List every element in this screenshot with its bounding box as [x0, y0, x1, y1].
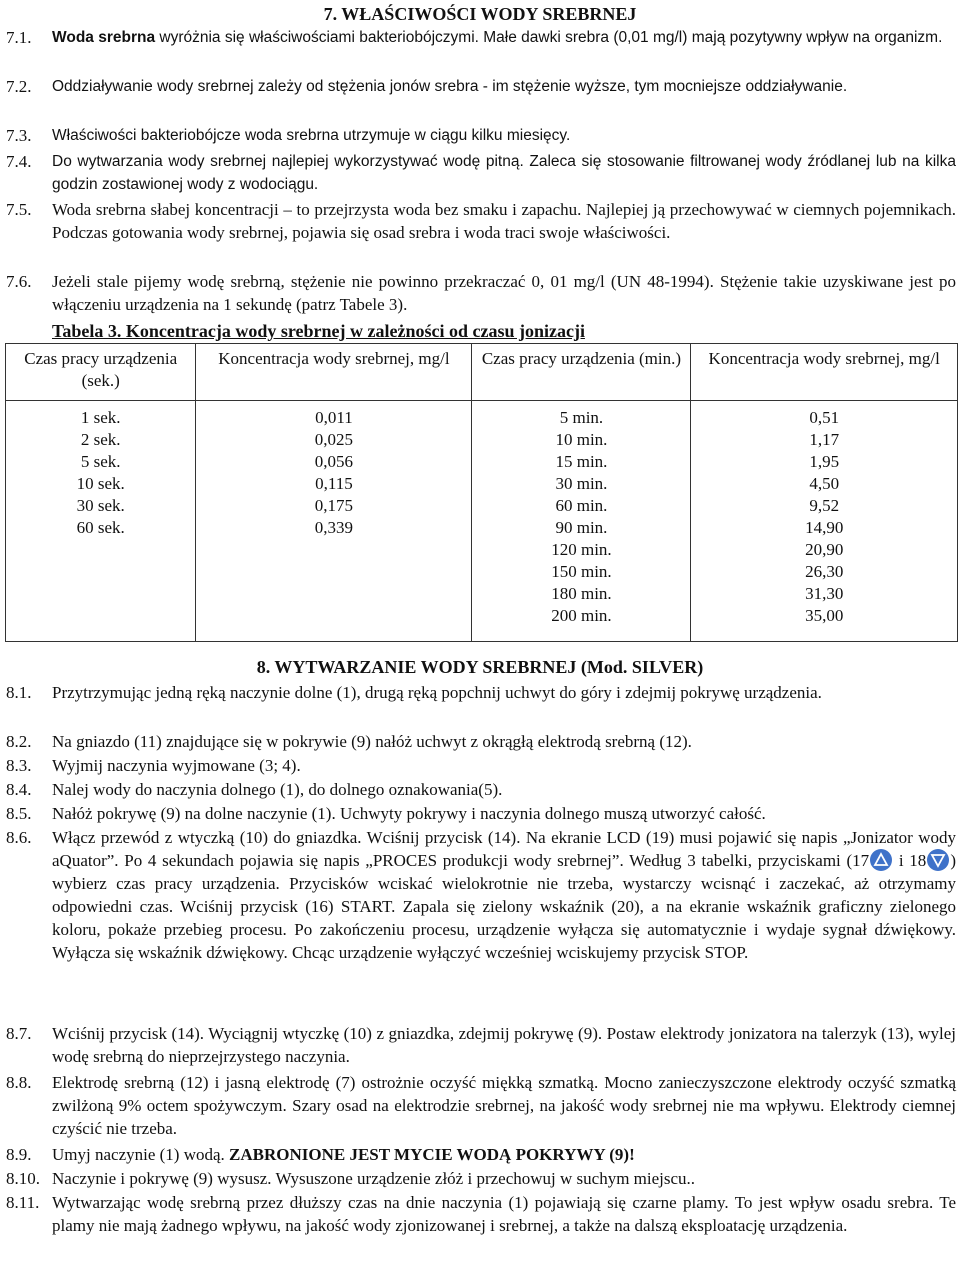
table-cell: 0,175 [314, 496, 354, 515]
table-cell: 60 min. [555, 496, 608, 515]
item-number: 7.2. [6, 77, 32, 96]
table-cell: 9,52 [809, 496, 840, 515]
table-cell: 0,51 [809, 408, 840, 427]
section-7-title: 7. WŁAŚCIWOŚCI WODY SREBRNEJ [323, 4, 637, 24]
table-cell: 1 sek. [80, 408, 121, 427]
item-body: i 18 [893, 851, 927, 870]
triangle-up-icon [870, 849, 892, 871]
item-body: Włącz przewód z wtyczką (10) do gniazdka. Wciśnij przycisk (14). Na ekranie LCD (19) musi pojawić się napis „Jonizator wody aQuator”. Po 4 sekundach pojawia się napis „PROCES produkcji wody srebrnej”. [52, 828, 956, 870]
item-text: Nałóż pokrywę (9) na dolne naczynie (1). Uchwyty pokrywy i naczynia dolnego muszą utworzyć całość. [52, 804, 766, 823]
item-text: Naczynie i pokrywę (9) wysusz. Wysuszone urządzenie złóż i przechowuj w suchym miejscu.. [52, 1169, 696, 1188]
table-header: Czas pracy urządzenia (sek.) [6, 344, 196, 401]
table-cell: 26,30 [805, 562, 844, 581]
item-number: 8.11. [6, 1193, 40, 1212]
item-text: Właściwości bakteriobójcze woda srebrna utrzymuje w ciągu kilku miesięcy. [52, 127, 571, 144]
item-lead: Woda srebrna [52, 29, 156, 46]
table-cell: 15 min. [555, 452, 608, 471]
item-number: 7.1. [6, 28, 32, 47]
table-cell: 150 min. [551, 562, 612, 581]
item-text: Elektrodę srebrną (12) i jasną elektrodę (7) ostrożnie oczyść miękką szmatką. Mocno zanieczyszczone elektrody oczyść szmatką zwilżoną 9% octem spożywczym. Szary osad na elektrodzie srebrnej, na jakość wody srebrnej nie ma wpływu. Elektrody ciemnej czyścić nie trzeba. [52, 1073, 956, 1138]
item-number: 7.4. [6, 152, 32, 171]
item-number: 8.2. [6, 732, 32, 751]
table-header: Czas pracy urządzenia (min.) [472, 344, 691, 401]
item-number: 8.3. [6, 756, 32, 775]
table-cell: 10 min. [555, 430, 608, 449]
item-number: 8.10. [6, 1169, 40, 1188]
item-number: 8.6. [6, 828, 32, 847]
table-cell: 4,50 [809, 474, 840, 493]
table-cell: 60 sek. [76, 518, 125, 537]
table-column-min-times [472, 401, 691, 642]
table-cell: 0,056 [314, 452, 354, 471]
item-text: Na gniazdo (11) znajdujące się w pokrywie (9) nałóż uchwyt z okrągłą elektrodą srebrną (12). [52, 732, 692, 751]
item-text: Przytrzymując jedną ręką naczynie dolne (1), drugą ręką popchnij uchwyt do góry i zdejmij pokrywę urządzenia. [52, 683, 822, 702]
table-cell: 0,339 [314, 518, 354, 537]
item-text: Nalej wody do naczynia dolnego (1), do dolnego oznakowania(5). [52, 780, 503, 799]
item-text: Do wytwarzania wody srebrnej najlepiej wykorzystywać wodę pitną. Zaleca się stosowanie filtrowanej wody źródlanej lub na kilka godzin zostawionej wody z wodociągu. [52, 153, 956, 193]
item-text: Wciśnij przycisk (14). Wyciągnij wtyczkę (10) z gniazdka, zdejmij pokrywę (9). Postaw elektrody jonizatora na talerzyk (13), wylej wodę srebrną do nieprzejrzystego naczynia. [52, 1024, 956, 1066]
warning-text: ZABRONIONE JEST MYCIE WODĄ POKRYWY (9)! [229, 1145, 635, 1164]
table-cell: 120 min. [551, 540, 612, 559]
table-cell: 0,025 [314, 430, 354, 449]
item-number: 8.1. [6, 683, 32, 702]
table-header: Koncentracja wody srebrnej, mg/l [196, 344, 472, 401]
table-cell: 5 sek. [80, 452, 121, 471]
item-body: wyróżnia się właściwościami bakteriobójczymi. Małe dawki srebra (0,01 mg/l) mają pozytywny wpływ na organizm. [155, 29, 943, 46]
table-caption: Tabela 3. Koncentracja wody srebrnej w zależności od czasu jonizacji [52, 321, 585, 341]
item-number: 7.6. [6, 272, 32, 291]
table-cell: 30 min. [555, 474, 608, 493]
table-cell: 200 min. [551, 606, 612, 625]
table-cell: 30 sek. [76, 496, 125, 515]
item-number: 7.5. [6, 200, 32, 219]
item-text: Oddziaływanie wody srebrnej zależy od stężenia jonów srebra - im stężenie wyższe, tym mocniejsze oddziaływanie. [52, 78, 848, 95]
table-cell: 180 min. [551, 584, 612, 603]
item-number: 8.4. [6, 780, 32, 799]
section-8-title: 8. WYTWARZANIE WODY SREBRNEJ (Mod. SILVER) [256, 657, 704, 677]
table-column-sec-times [6, 401, 196, 642]
concentration-table [5, 343, 958, 642]
table-cell: 1,17 [809, 430, 840, 449]
item-text: Jeżeli stale pijemy wodę srebrną, stężenie nie powinno przekraczać 0, 01 mg/l (UN 48-1994). Stężenie takie uzyskiwane jest po włączeniu urządzenia na 1 sekundę (patrz Tabele 3). [52, 272, 956, 314]
item-number: 8.9. [6, 1145, 32, 1164]
table-cell: 5 min. [559, 408, 604, 427]
item-body: Umyj naczynie (1) wodą. [52, 1145, 230, 1164]
item-text: Wytwarzając wodę srebrną przez dłuższy czas na dnie naczynia (1) pojawiają się czarne plamy. To jest wpływ osadu srebra. Te plamy nie mają żadnego wpływu, na jakość wody zjonizowanej i srebrnej, a także na dalszą eksploatację urządzenia. [52, 1193, 956, 1235]
table-cell: 0,011 [315, 408, 353, 427]
table-cell: 31,30 [805, 584, 844, 603]
item-text [52, 26, 956, 49]
item-body: Według 3 tabelki, przyciskami (17 [629, 851, 870, 870]
table-header: Koncentracja wody srebrnej, mg/l [691, 344, 958, 401]
table-cell: 2 sek. [80, 430, 121, 449]
item-text: Wyjmij naczynia wyjmowane (3; 4). [52, 756, 301, 775]
table-cell: 0,115 [315, 474, 353, 493]
table-cell: 1,95 [809, 452, 840, 471]
table-cell: 35,00 [805, 606, 844, 625]
item-number: 7.3. [6, 126, 32, 145]
table-column-min-conc [691, 401, 958, 642]
table-cell: 10 sek. [76, 474, 125, 493]
triangle-down-icon [927, 849, 949, 871]
item-number: 8.8. [6, 1073, 32, 1092]
item-text [52, 826, 956, 964]
item-text [52, 1143, 956, 1166]
table-cell: 90 min. [555, 518, 608, 537]
item-number: 8.5. [6, 804, 32, 823]
item-number: 8.7. [6, 1024, 32, 1043]
item-body: ) wybierz czas pracy urządzenia. Przycisków wciskać wielokrotnie nie trzeba, wystarczy wcisnąć i zaczekać, aż otrzymamy odpowiedni czas. Wciśnij przycisk (16) START. Zapala się zielony wskaźnik (20), a na ekranie wskaźnik graficzny zielonego koloru, pokaże przebieg procesu. Po zakończeniu procesu, urządzenie wyłącza się automatycznie i wydaje sygnał dźwiękowy. Wyłącza się wskaźnik dźwiękowy. Chcąc urządzenie wyłączyć wcześniej wciskujemy przycisk STOP. [52, 851, 956, 962]
item-text: Woda srebrna słabej koncentracji – to przejrzysta woda bez smaku i zapachu. Najlepiej ją przechowywać w ciemnych pojemnikach. Podczas gotowania wody srebrnej, pojawia się osad srebra i woda traci swoje właściwości. [52, 200, 956, 242]
table-cell: 20,90 [805, 540, 844, 559]
table-column-sec-conc [196, 401, 472, 642]
table-cell: 14,90 [805, 518, 844, 537]
